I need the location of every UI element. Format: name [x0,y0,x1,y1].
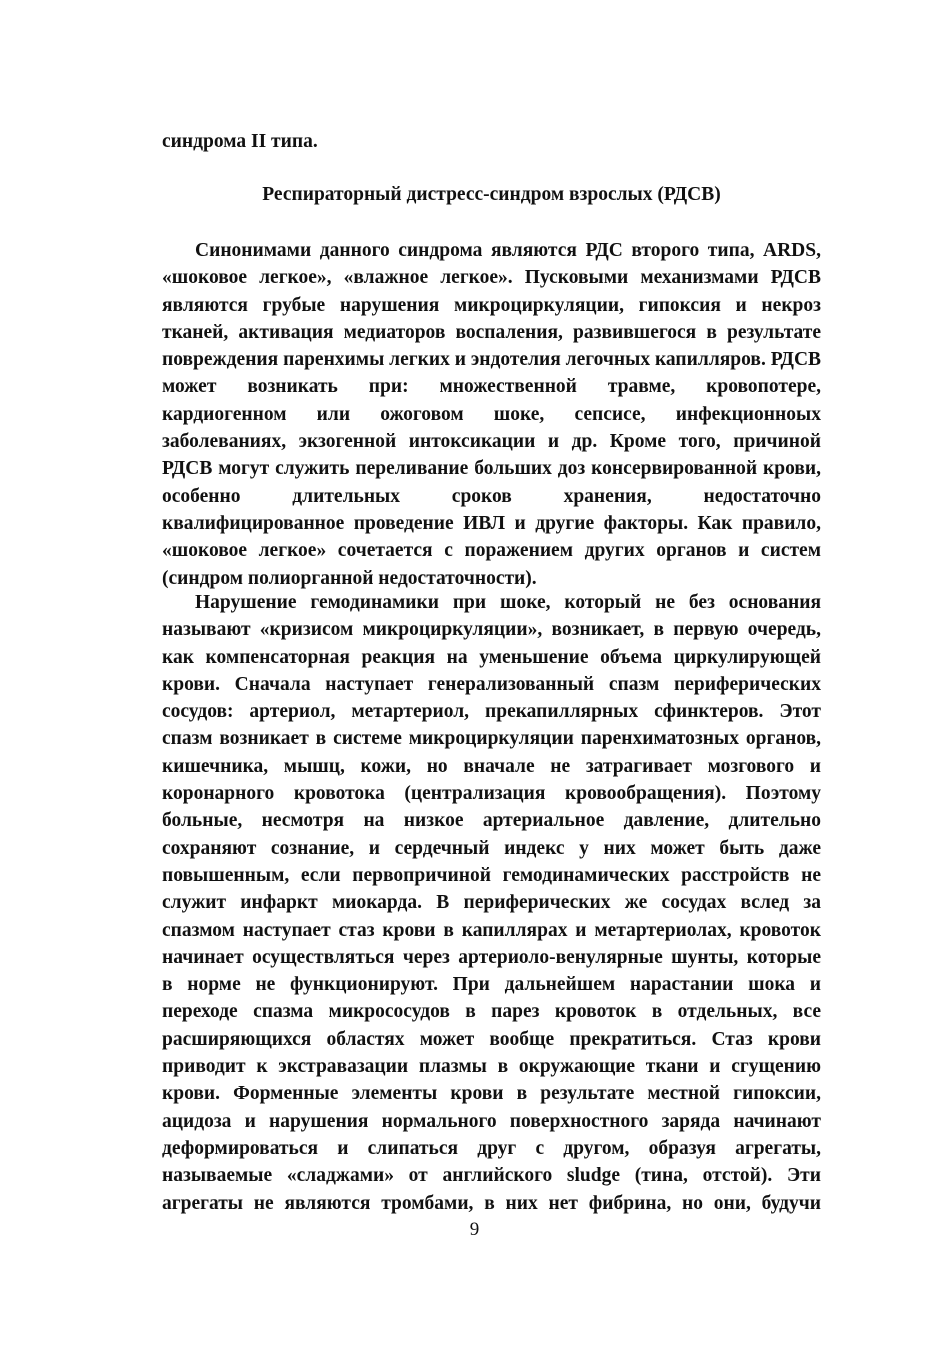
paragraph-line: РДСВ могут служить переливание больших доз консервированной крови, [162,458,821,480]
paragraph-line: заболеваниях, экзогенной интоксикации и др. Кроме того, причиной [162,431,821,453]
paragraph-line: Нарушение гемодинамики при шоке, который не без основания [195,592,821,613]
paragraph-line: переходе спазма микрососудов в парез кровоток в отдельных, все [162,1001,821,1023]
paragraph-line: тканей, активация медиаторов воспаления, развившегося в результате [162,321,821,343]
paragraph-line: (синдром полиорганной недостаточности). [162,567,537,589]
paragraph-line: «шоковое легкое» сочетается с поражением других органов и систем [162,540,821,562]
paragraph-line: спазмом наступает стаз крови в капиллярах и метартериолах, кровоток [162,919,821,941]
paragraph-line: деформироваться и слипаться друг с другом, образуя агрегаты, [162,1137,821,1159]
paragraph-line: кишечника, мышц, кожи, но вначале не затрагивает мозгового и [162,755,821,777]
paragraph-line: расширяющихся областях может вообще прекратиться. Стаз крови [162,1028,821,1050]
paragraph-line: спазм возникает в системе микроциркуляции паренхиматозных органов, [162,728,821,750]
paragraph-line: повреждения паренхимы легких и эндотелия легочных капилляров. РДСВ [162,349,822,371]
paragraph-line: ацидоза и нарушения нормального поверхностного заряда начинают [162,1110,821,1132]
paragraph-line: может возникать при: множественной травме, кровопотере, [162,376,821,398]
paragraph-1 [162,237,821,592]
paragraph-line: больные, несмотря на низкое артериальное давление, длительно [162,810,821,832]
paragraph-line: служит инфаркт миокарда. В периферических же сосудах вслед за [162,892,821,914]
paragraph-line: приводит к экстравазации плазмы в окружающие ткани и сгущению [162,1056,821,1078]
paragraph-line: называют «кризисом микроциркуляции», возникает, в первую очередь, [162,619,821,641]
paragraph-line: кардиогенном или ожоговом шоке, сепсисе, инфекционноых [162,403,821,425]
section-heading: Респираторный дистресс-синдром взрослых (РДСВ) [262,184,721,205]
paragraph-line: как компенсаторная реакция на уменьшение объема циркулирующей [162,646,821,668]
paragraph-line: коронарного кровотока (централизация кровообращения). Поэтому [162,783,821,805]
paragraph-line: Синонимами данного синдрома являются РДС второго типа, ARDS, [195,240,821,261]
paragraph-line: агрегаты не являются тромбами, в них нет фибрина, но они, будучи [162,1192,821,1214]
paragraph-line: сохраняют сознание, и сердечный индекс у них может быть даже [162,837,821,859]
paragraph-line: в норме не функционируют. При дальнейшем нарастании шока и [162,974,821,996]
page-number: 9 [469,1219,480,1240]
paragraph-line: являются грубые нарушения микроциркуляции, гипоксия и некроз [162,294,821,316]
paragraph-line: крови. Форменные элементы крови в результате местной гипоксии, [162,1083,821,1105]
paragraph-line: крови. Сначала наступает генерализованный спазм периферических [162,673,821,695]
paragraph-line: «шоковое легкое», «влажное легкое». Пусковыми механизмами РДСВ [162,267,821,289]
paragraph-2 [162,589,821,1217]
paragraph-line: сосудов: артериол, метартериол, прекапиллярных сфинктеров. Этот [162,701,821,723]
paragraph-line: квалифицированное проведение ИВЛ и другие факторы. Как правило, [162,512,821,534]
paragraph-line: называемые «сладжами» от английского sludge (тина, отстой). Эти [162,1165,821,1187]
paragraph-line: повышенным, если первопричиной гемодинамических расстройств не [162,864,821,886]
continuation-line: синдрома II типа. [162,131,318,152]
paragraph-line: особенно длительных сроков хранения, недостаточно [162,485,821,507]
paragraph-line: начинает осуществляться через артериоло-венулярные шунты, которые [162,946,821,968]
